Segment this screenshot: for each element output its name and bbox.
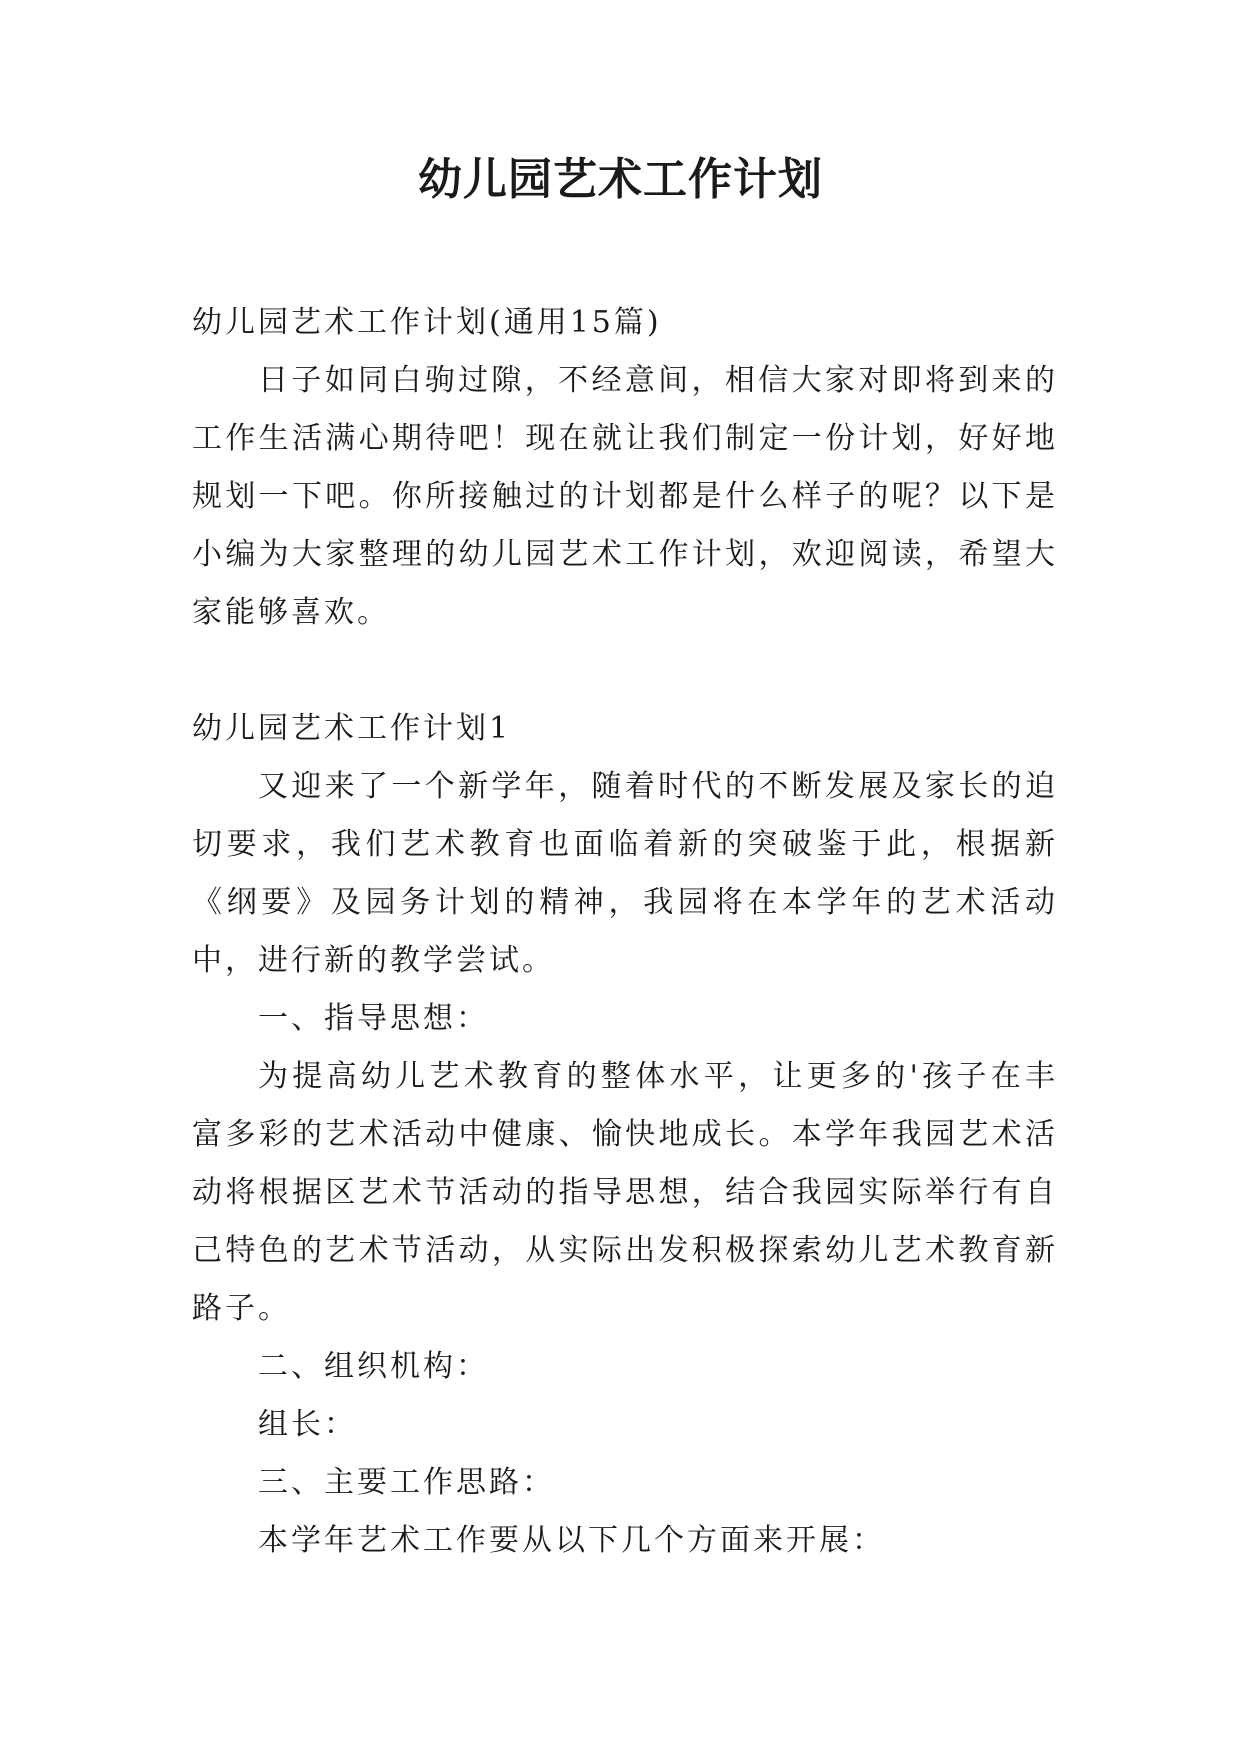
intro-paragraph: 日子如同白驹过隙，不经意间，相信大家对即将到来的工作生活满心期待吧！现在就让我们制定一份计划，好好地规划一下吧。你所接触过的计划都是什么样子的呢？以下是小编为大家整理的幼儿园艺术工作计划，欢迎阅读，希望大家能够喜欢。 bbox=[192, 363, 1058, 630]
document-body bbox=[192, 294, 1058, 1570]
document-subtitle: 幼儿园艺术工作计划(通用15篇) bbox=[192, 305, 662, 340]
guiding-heading: 一、指导思想： bbox=[258, 1001, 489, 1036]
section-heading: 幼儿园艺术工作计划1 bbox=[192, 711, 512, 746]
section-paragraph: 又迎来了一个新学年，随着时代的不断发展及家长的迫切要求，我们艺术教育也面临着新的突破鉴于此，根据新《纲要》及园务计划的精神，我园将在本学年的艺术活动中，进行新的教学尝试。 bbox=[192, 769, 1058, 978]
guiding-paragraph: 为提高幼儿艺术教育的整体水平，让更多的'孩子在丰富多彩的艺术活动中健康、愉快地成长。本学年我园艺术活动将根据区艺术节活动的指导思想，结合我园实际举行有自己特色的艺术节活动，从实际出发积极探索幼儿艺术教育新路子。 bbox=[192, 1059, 1058, 1326]
section-gap bbox=[192, 642, 1058, 700]
org-heading: 二、组织机构： bbox=[258, 1349, 489, 1384]
document-title: 幼儿园艺术工作计划 bbox=[418, 154, 823, 205]
ideas-heading: 三、主要工作思路： bbox=[258, 1465, 555, 1500]
org-leader: 组长： bbox=[258, 1407, 357, 1442]
ideas-paragraph: 本学年艺术工作要从以下几个方面来开展： bbox=[258, 1523, 885, 1558]
